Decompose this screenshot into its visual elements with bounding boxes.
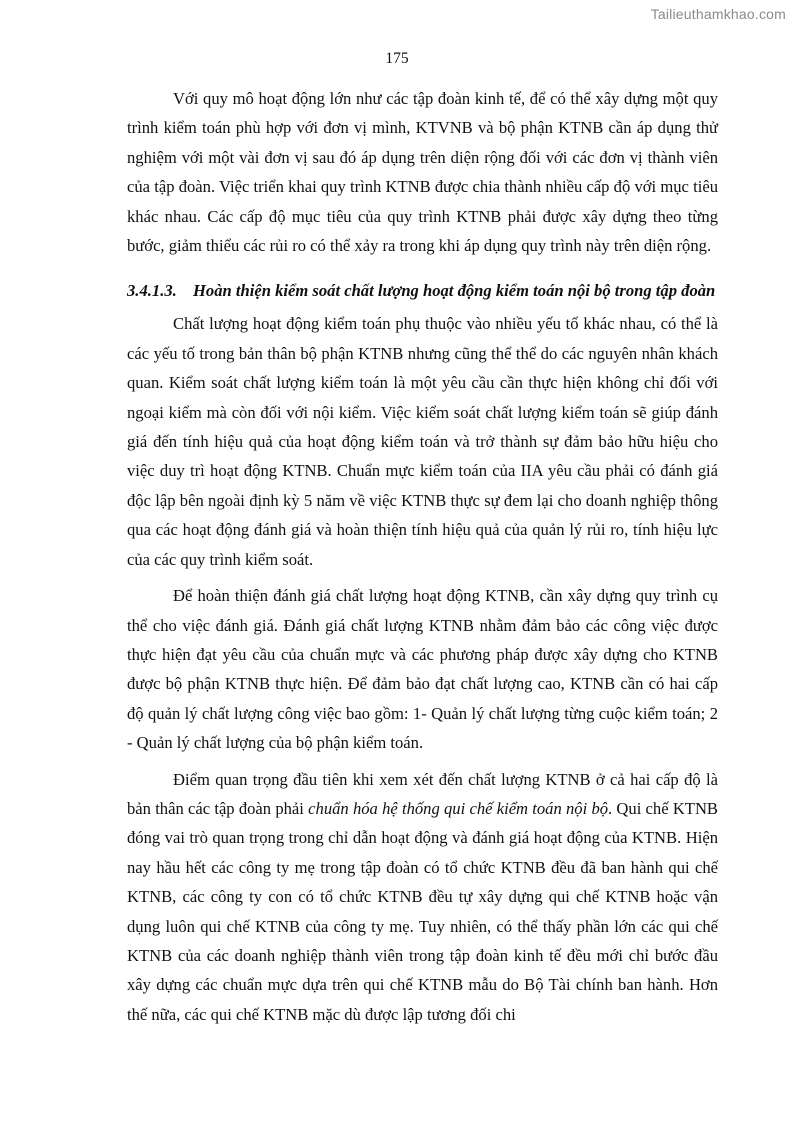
paragraph-quality-factors: Chất lượng hoạt động kiểm toán phụ thuộc vào nhiều yếu tố khác nhau, có thể là các yếu tố trong bản thân bộ phận KTNB nhưng cũng thể thể do các nguyên nhân khách quan. Kiểm soát chất lượng kiểm toán là một yêu cầu cần thực hiện không chỉ đối với ngoại kiểm mà còn đối với nội kiểm. Việc kiểm soát chất lượng kiểm toán sẽ giúp đánh giá đến tính hiệu quả của hoạt động kiểm toán và trở thành sự đảm bảo hữu hiệu cho việc duy trì hoạt động KTNB. Chuẩn mực kiểm toán của IIA yêu cầu phải có đánh giá độc lập bên ngoài định kỳ 5 năm về việc KTNB thực sự đem lại cho doanh nghiệp thông qua các hoạt động đánh giá và hoàn thiện tính hiệu quả của quản lý rủi ro, tính hiệu lực của các quy trình kiểm soát. (127, 314, 718, 569)
page-content (127, 84, 718, 1036)
paragraph-regulation-standardization (127, 765, 718, 1030)
paragraph-3-part-1: Điểm quan trọng đầu tiên khi xem xét đến chất lượng KTNB ở cả hai cấp độ là bản thân các tập đoàn phải (127, 769, 718, 818)
section-title: Hoàn thiện kiểm soát chất lượng hoạt động kiểm toán nội bộ trong tập đoàn (193, 281, 716, 301)
paragraph-quality-evaluation: Để hoàn thiện đánh giá chất lượng hoạt động KTNB, cần xây dựng quy trình cụ thể cho việc đánh giá. Đánh giá chất lượng KTNB nhằm đảm bảo các công việc được thực hiện đạt yêu cầu của chuẩn mực và các phương pháp được xây dựng cho KTNB được bộ phận KTNB thực hiện. Để đảm bảo đạt chất lượng cao, KTNB cần có hai cấp độ quản lý chất lượng công việc bao gồm: 1- Quản lý chất lượng từng cuộc kiểm toán; 2 - Quản lý chất lượng của bộ phận kiểm toán. (127, 586, 718, 753)
section-heading (127, 277, 718, 304)
watermark: Tailieuthamkhao.com (650, 6, 786, 22)
page-number: 175 (385, 50, 409, 67)
paragraph-3-part-2: . Qui chế KTNB đóng vai trò quan trọng trong chỉ dẫn hoạt động và đánh giá hoạt động của KTNB. Hiện nay hầu hết các công ty mẹ trong tập đoàn có tổ chức KTNB đều đã ban hành qui chế KTNB, các công ty con có tổ chức KTNB đều tự xây dựng qui chế KTNB hoặc vận dụng luôn qui chế KTNB của công ty mẹ. Tuy nhiên, có thể thấy phần lớn các qui chế KTNB của các doanh nghiệp thành viên trong tập đoàn kinh tế đều mới chỉ bước đầu xây dựng các chuẩn mực dựa trên qui chế KTNB mẫu do Bộ Tài chính ban hành. Hơn thế nữa, các qui chế KTNB mặc dù được lập tương đối chi (127, 798, 718, 1024)
section-number: 3.4.1.3. (127, 281, 177, 301)
paragraph-3-italic-phrase: chuẩn hóa hệ thống qui chế kiểm toán nội bộ (308, 798, 609, 818)
intro-paragraph: Với quy mô hoạt động lớn như các tập đoàn kinh tế, để có thể xây dựng một quy trình kiểm toán phù hợp với đơn vị mình, KTVNB và bộ phận KTNB cần áp dụng thử nghiệm với một vài đơn vị sau đó áp dụng trên diện rộng đối với các đơn vị thành viên của tập đoàn. Việc triển khai quy trình KTNB được chia thành nhiều cấp độ với mục tiêu khác nhau. Các cấp độ mục tiêu của quy trình KTNB phải được xây dựng theo từng bước, giảm thiểu các rủi ro có thể xảy ra trong khi áp dụng quy trình này trên diện rộng. (127, 89, 718, 256)
